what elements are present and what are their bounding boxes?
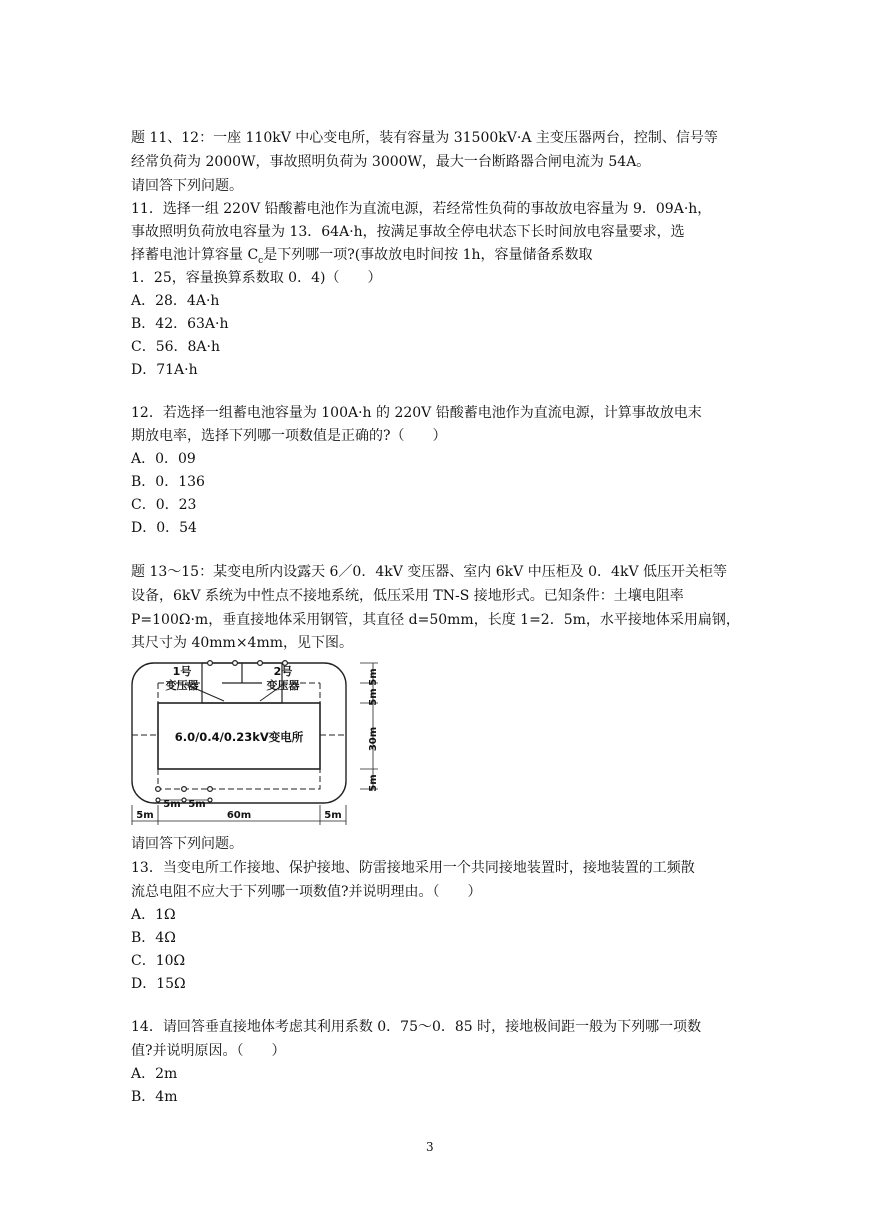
- q12-option-b: B．0．136: [131, 474, 205, 490]
- substation-label: 6.0/0.4/0.23kV变电所: [174, 730, 304, 744]
- transformer2-label: 变压器: [266, 679, 300, 692]
- q11-option-d: D．71A·h: [131, 362, 198, 378]
- q13-option-b: B．4Ω: [131, 930, 176, 946]
- q11-line1: 11．选择一组 220V 铅酸蓄电池作为直流电源，若经常性负荷的事故放电容量为 9．09A·h，: [131, 201, 712, 217]
- q14-line2: 值?并说明原因。（ ）: [131, 1043, 286, 1059]
- transformer2-number: 2号: [273, 665, 293, 678]
- q13-option-c: C．10Ω: [131, 953, 186, 969]
- q11-line3: [131, 245, 593, 271]
- q13-line1: 13．当变电所工作接地、保护接地、防雷接地采用一个共同接地装置时，接地装置的工频散: [131, 860, 695, 876]
- q11-line2: 事故照明负荷放电容量为 13．64A·h，按满足事故全停电状态下长时间放电容量要求，选: [131, 224, 685, 240]
- q11-option-a: A．28．4A·h: [131, 293, 220, 309]
- q11-line3b: 是下列哪一项?(事故放电时间按 1h，容量储备系数取: [263, 247, 593, 263]
- dim-right-5m: 5m: [324, 810, 342, 821]
- dim-vertical-5m-1: 5m: [368, 668, 379, 686]
- q12-line2: 期放电率，选择下列哪一项数值是正确的?（ ）: [131, 428, 447, 444]
- q11-option-b: B．42．63A·h: [131, 316, 229, 332]
- intro2-line3: P=100Ω·m，垂直接地体采用钢管，其直径 d=50mm，长度 1=2．5m，水平接地体采用扁钢，: [131, 612, 740, 628]
- q14-line1: 14．请回答垂直接地体考虑其利用系数 0．75～0．85 时，接地极间距一般为下列哪一项数: [131, 1019, 702, 1035]
- intro2-line1: 题 13～15：某变电所内设露天 6／0．4kV 变压器、室内 6kV 中压柜及 0．4kV 低压开关柜等: [131, 564, 728, 580]
- grounding-layout-diagram: [120, 655, 395, 830]
- intro1-line2: 经常负荷为 2000W，事故照明负荷为 3000W，最大一台断路器合闸电流为 54A。: [131, 154, 651, 170]
- q11-option-c: C．56．8A·h: [131, 339, 221, 355]
- q14-option-b: B．4m: [131, 1089, 178, 1105]
- dim-left-5m: 5m: [136, 810, 154, 821]
- page-number: 3: [426, 1140, 434, 1154]
- dim-60m: 60m: [226, 810, 252, 821]
- dim-vertical-5m-2: 5m: [368, 688, 379, 706]
- q11-line3-subscript: c: [258, 255, 264, 266]
- q12-option-a: A．0．09: [131, 451, 196, 467]
- dim-vertical-5m-3: 5m: [368, 774, 379, 792]
- intro2-line4: 其尺寸为 40mm×4mm，见下图。: [131, 635, 354, 651]
- q11-line4: 1．25，容量换算系数取 0．4)（ ）: [131, 270, 382, 286]
- dim-rod-spacing-2: 5m: [188, 799, 206, 810]
- q13-option-a: A．1Ω: [131, 907, 176, 923]
- q12-option-c: C．0．23: [131, 497, 197, 513]
- q11-line3a: 择蓄电池计算容量 C: [131, 247, 259, 263]
- q12-option-d: D．0．54: [131, 520, 197, 536]
- q13-option-d: D．15Ω: [131, 976, 186, 992]
- intro2-line2: 设备，6kV 系统为中性点不接地系统，低压采用 TN-S 接地形式。已知条件：土壤电阻率: [131, 588, 684, 604]
- transformer1-label: 变压器: [165, 679, 199, 692]
- q12-line1: 12．若选择一组蓄电池容量为 100A·h 的 220V 铅酸蓄电池作为直流电源，计算事故放电末: [131, 405, 702, 421]
- dim-rod-spacing-1: 5m: [163, 799, 181, 810]
- q13-line2: 流总电阻不应大于下列哪一项数值?并说明理由。（ ）: [131, 884, 482, 900]
- dim-vertical-30m: 30m: [368, 726, 379, 752]
- transformer1-number: 1号: [172, 665, 192, 678]
- after-figure-line: 请回答下列问题。: [131, 836, 243, 852]
- intro1-line3: 请回答下列问题。: [131, 178, 243, 194]
- intro1-line1: 题 11、12：一座 110kV 中心变电所，装有容量为 31500kV·A 主变压器两台，控制、信号等: [131, 130, 718, 146]
- q14-option-a: A．2m: [131, 1066, 178, 1082]
